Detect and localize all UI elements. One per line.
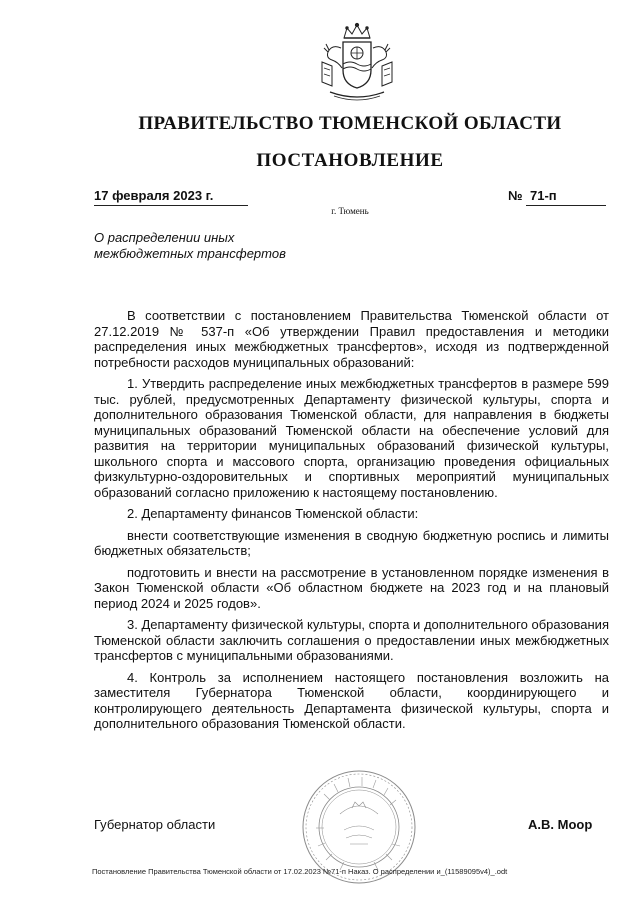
signer-name: А.В. Моор — [528, 817, 593, 832]
document-date: 17 февраля 2023 г. — [94, 188, 248, 206]
document-body — [94, 308, 609, 738]
body-paragraph: 2. Департаменту финансов Тюменской области: — [127, 506, 419, 521]
document-footer: Постановление Правительства Тюменской области от 17.02.2023 №71-п Наказ. О распределении и_(11589095v4)_.odt — [92, 867, 508, 876]
body-paragraph: внести соответствующие изменения в сводную бюджетную роспись и лимиты бюджетных обязательств; — [94, 527, 609, 558]
document-city: г. Тюмень — [331, 206, 369, 216]
coat-of-arms-icon — [314, 22, 400, 104]
number-sign: № — [508, 188, 523, 203]
body-paragraph: подготовить и внести на рассмотрение в установленном порядке изменения в Закон Тюменской области «Об областном бюджете на 2023 год и на плановый период 2024 и 2025 годов». — [94, 564, 609, 611]
body-paragraph: В соответствии с постановлением Правительства Тюменской области от 27.12.2019 № 537-п «Об утверждении Правил предоставления и методики распределения иных межбюджетных трансфертов», исходя из подтвержденной потребности расходов муниципальных образований: — [94, 308, 609, 370]
subject-line: О распределении иных — [94, 230, 235, 245]
body-paragraph: 3. Департаменту физической культуры, спорта и дополнительного образования Тюменской области заключить соглашения о предоставлении иных межбюджетных трансфертов с муниципальными образованиями. — [94, 617, 609, 663]
document-number: 71-п — [526, 188, 606, 206]
signer-role: Губернатор области — [94, 817, 216, 832]
body-paragraph: 4. Контроль за исполнением настоящего постановления возложить на заместителя Губернатора Тюменской области, координирующего и контролирующего деятельность Департамента физической культуры, спорта и дополнительного образования Тюменской области. — [94, 669, 609, 731]
body-paragraph: 1. Утвердить распределение иных межбюджетных трансфертов в размере 599 тыс. рублей, предусмотренных Департаменту физической культуры, спорта и дополнительного образования Тюменской области, для направления в бюджеты муниципальных образований Тюменской области на обеспечение условий для развития на территории муниципальных образований физической культуры, школьного спорта и массового спорта, организацию проведения официальных физкультурно-оздоровительных и спортивных мероприятий муниципальных образований согласно приложению к настоящему постановлению. — [94, 376, 609, 500]
subject-line: межбюджетных трансфертов — [94, 246, 286, 261]
document-subject — [94, 230, 334, 262]
organization-title: ПРАВИТЕЛЬСТВО ТЮМЕНСКОЙ ОБЛАСТИ — [138, 113, 562, 134]
document-type: ПОСТАНОВЛЕНИЕ — [256, 150, 444, 171]
